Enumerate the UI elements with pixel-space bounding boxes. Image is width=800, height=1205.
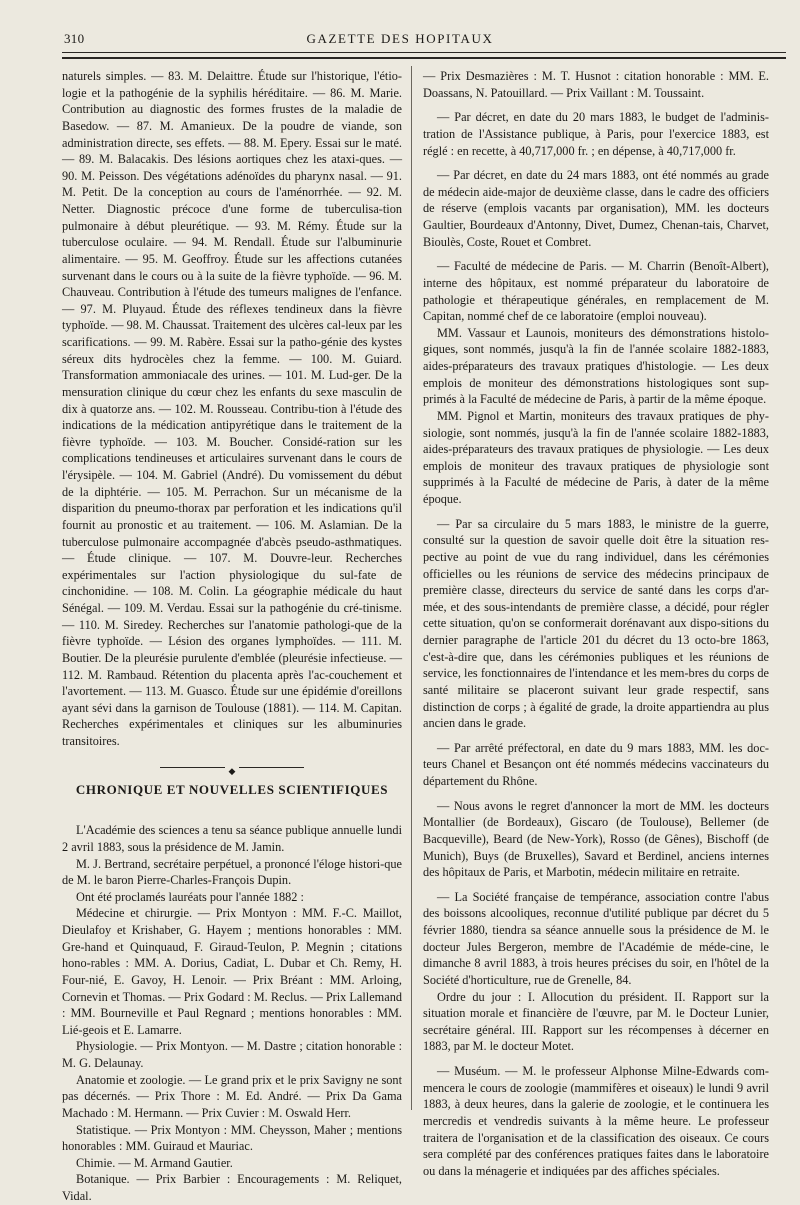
- header-rule-thick: [62, 57, 786, 59]
- news-paragraph: — Prix Desmazières : M. T. Husnot : citation honorable : MM. E. Doassans, N. Patouillard. — Prix Vaillant : M. Toussaint.: [423, 69, 769, 100]
- news-paragraph: MM. Pignol et Martin, moniteurs des travaux pratiques de phy-siologie, sont nommés, jusqu'à la fin de l'année scolaire 1882-1883, aides-préparateurs des travaux pratiques de physiologie. — Les deux emplois de moniteur des travaux pratiques de physiologie sont supprimés à la Faculté de médecine de Paris, à dater de la même époque.: [423, 408, 769, 506]
- chronicle-paragraph: M. J. Bertrand, secrétaire perpétuel, a prononcé l'éloge histori-que de M. le baron Pierre-Charles-François Dupin.: [62, 856, 402, 888]
- news-paragraph: — Faculté de médecine de Paris. — M. Charrin (Benoît-Albert), interne des hôpitaux, est nommé préparateur du laboratoire de pathologie et thérapeutique générales, en remplacement de M. Capitan, nommé chef de ce laboratoire (emploi nouveau).: [423, 259, 769, 324]
- news-paragraph: Ordre du jour : I. Allocution du président. II. Rapport sur la situation morale et financière de l'œuvre, par M. le Docteur Lunier, secrétaire général. III. Rapport sur les récompenses à décerner en 1883, par M. le docteur Motet.: [423, 989, 769, 1054]
- chronicle-paragraph: Chimie. — M. Armand Gautier.: [76, 1155, 233, 1170]
- news-paragraph: — Muséum. — M. le professeur Alphonse Milne-Edwards com-mencera le cours de zoologie (mammifères et oiseaux) le lundi 9 avril 1883, à deux heures, dans la galerie de zoologie, et le continuera les mercredis et vendredis suivants à la même heure. Le professeur traitera de l'organisation et de la classification des oiseaux. Ce cours sera complété par des conférences pratiques faites dans le laboratoire ou dans la ménagerie et indiquées par des affiches spéciales.: [423, 1064, 769, 1178]
- section-ornament: ◆: [62, 762, 402, 774]
- chronicle-paragraph: Statistique. — Prix Montyon : MM. Cheysson, Maher ; mentions honorables : MM. Guiraud et Mauriac.: [62, 1122, 402, 1154]
- right-column: [423, 68, 769, 1179]
- chronicle-paragraph: Médecine et chirurgie. — Prix Montyon : MM. F.-C. Maillot, Dieulafoy et Krishaber, G. Hayem ; mentions honorables : MM. Gre-hand et Quinquaud, F. Giraud-Teulon, P. Megnin ; citations hono-rables : MM. A. Dorius, Cadiat, L. Dubar et Ch. Remy, H. Four-nié, E. Gavoy, H. Lenoir. — Prix Bréant : MM. Arloing, Cornevin et Thomas. — Prix Godard : M. Reclus. — Prix Lallemand : MM. Bourneville et Paul Regnard ; mentions honorables : MM. Lié-geois et E. Lamarre.: [62, 906, 402, 1037]
- column-divider: [411, 66, 412, 1110]
- chronicle-paragraph: Botanique. — Prix Barbier : Encouragements : M. Reliquet, Vidal.: [62, 1172, 402, 1203]
- chronicle-paragraph: Ont été proclamés lauréats pour l'année 1882 :: [76, 889, 304, 904]
- chronicle-paragraph: Anatomie et zoologie. — Le grand prix et le prix Savigny ne sont pas décernés. — Prix Thore : M. Ed. André. — Prix Da Gama Machado : M. Hermann. — Prix Cuvier : M. Oswald Herr.: [62, 1072, 402, 1120]
- news-paragraph: — Par décret, en date du 24 mars 1883, ont été nommés au grade de médecin aide-major de deuxième classe, dans le cadre des officiers de réserve (emplois vacants par organisation), MM. les docteurs Gaultier, Bourdeaux d'Antonny, Divet, Dumez, Chenan-tais, Charvet, Bioulès, Coste, Rouet et Combret.: [423, 168, 769, 249]
- news-paragraph: — Par sa circulaire du 5 mars 1883, le ministre de la guerre, consulté sur la question de savoir quelle doit être la situation res-pective au point de vue du rang individuel, dans les cérémonies officielles ou les réunions de service des médecins principaux de première classe, directeurs du service de santé dans les corps d'ar-mée, et des sous-intendants de première classe, a décidé, pour régler cette situation, qu'on se conformerait dorénavant aux dispo-sitions du dernier paragraphe de l'article 201 du décret du 13 octo-bre 1863, c'est-à-dire que, dans les cérémonies publiques et les réunions de service, les fonctionnaires de l'intendance et les mem-bres du corps de santé militaire se placeront suivant leur grade respectif, sans distinction de corps ; à égalité de grade, la droite appartiendra au plus ancien dans le grade.: [423, 516, 769, 731]
- news-paragraph: — Nous avons le regret d'annoncer la mort de MM. les docteurs Montallier (de Bordeaux), Giscaro (de Toulouse), Bellemer (de Bacqueville), Beard (de New-York), Rosso (de Gênes), Bischoff (de Munich), Buys (de Bruxelles), Savard et Berdinel, anciens internes des hôpitaux de Paris, et Marbotin, médecin militaire en retraite.: [423, 798, 769, 880]
- news-paragraph: — La Société française de tempérance, association contre l'abus des boissons alcooliques, reconnue d'utilité publique par décret du 5 février 1880, tiendra sa séance annuelle sous la présidence de M. le docteur Jules Bergeron, membre de l'Académie de méde-cine, le dimanche 8 avril 1883, à trois heures précises du soir, en l'hôtel de la Société d'horticulture, rue de Grenelle, 84.: [423, 889, 769, 987]
- news-paragraph: — Par arrêté préfectoral, en date du 9 mars 1883, MM. les doc-teurs Chanel et Besançon ont été nommés médecins vaccinateurs du département du Rhône.: [423, 740, 769, 788]
- left-column: [62, 68, 402, 1205]
- chronicle-paragraph: L'Académie des sciences a tenu sa séance publique annuelle lundi 2 avril 1883, sous la présidence de M. Jamin.: [62, 823, 402, 854]
- news-paragraph: — Par décret, en date du 20 mars 1883, le budget de l'adminis-tration de l'Assistance publique, à Paris, pour l'exercice 1883, est réglé : en recette, à 40,717,000 fr. ; en dépense, à 40,717,000 fr.: [423, 110, 769, 158]
- thesis-list-paragraph: naturels simples. — 83. M. Delaittre. Étude sur l'historique, l'étio-logie et la pathogénie de la syphilis héréditaire. — 86. M. Marie. Contribution au diagnostic des formes frustes de la maladie de Basedow. — 87. M. Amanieux. De la poudre de viande, son administration directe, ses effets. — 88. M. Epery. Essai sur le maté. — 89. M. Balacakis. Des lésions aortiques chez les ataxi-ques. — 90. M. Peisson. Des végétations adénoïdes du pharynx nasal. — 91. M. Petit. De la conception au cours de l'aménorrhée. — 92. M. Netter. Diagnostic précoce d'une forme de tuberculisa-tion pulmonaire à début pleurétique. — 93. M. Rémy. Étude sur la tuberculose oculaire. — 94. M. Rendall. Étude sur l'albuminurie alimentaire. — 95. M. Geoffroy. Étude sur les affections cutanées survenant dans le cours ou à la suite de la fièvre typhoïde. — 96. M. Chauveau. Contribution à l'étude des tumeurs malignes de l'enfance. — 97. M. Pluyaud. Étude des réflexes tendineux dans la fièvre typhoïde. — 98. M. Chaussat. Traitement des ulcères cal-leux par les scarifications. — 99. M. Rabère. Essai sur la patho-génie des kystes séreux dits hydrocèles chez la femme. — 100. M. Guiard. Transformation ammoniacale des urines. — 101. M. Lud-ger. De la mensuration clinique du cœur chez les enfants du sexe masculin de dix à quatorze ans. — 102. M. Rousseau. Contribu-tion à l'étude des indications de la médication antipyrétique dans le traitement de la fièvre typhoïde. — 103. M. Boucher. Considé-ration sur les complications tendineuses et articulaires survenant dans le cours de l'érysipèle. — 104. M. Gabriel (André). Du vomissement du début de la diphtérie. — 105. M. Perrachon. Sur un mécanisme de la disparition du pneumo-thorax par perforation et les indications qu'il fournit au pronostic et au traitement. — 106. M. Aslamian. De la tuberculose pulmonaire accompagnée d'abcès pseudo-asthmatiques. — Étude clinique. — 107. M. Douvre-leur. Recherches expérimentales sur l'action physiologique du sul-fate de cinchonidine. — 108. M. Colin. La géographie médicale du haut Sénégal. — 109. M. Verdau. Essai sur la pathogénie du cré-tinisme. — 110. M. Siredey. Recherches sur l'anatomie pathologi-que de la fièvre typhoïde. — Lésion des organes lymphoïdes. — 111. M. Boutier. De la pleurésie purulente d'emblée (pleurésie infectieuse. — 112. M. Rambaud. Rétention du placenta après l'ac-couchement et l'avortement. — 113. M. Guasco. Étude sur une épidémie d'oreillons ayant sévi dans la garnison de Toulouse (1881). — 114. M. Capitan. Recherches expérimentales et cliniques sur les albuminuries transitoires.: [62, 69, 402, 748]
- chronicle-paragraph: Physiologie. — Prix Montyon. — M. Dastre ; citation honorable : M. G. Delaunay.: [62, 1039, 402, 1070]
- page-number: 310: [64, 31, 85, 46]
- running-title: GAZETTE DES HOPITAUX: [306, 31, 494, 46]
- header-rule: [62, 52, 786, 53]
- news-paragraph: MM. Vassaur et Launois, moniteurs des démonstrations histolo-giques, sont nommés, jusqu'à la fin de l'année scolaire 1882-1883, aides-préparateurs des travaux pratiques d'histologie. — Les deux emplois de moniteur des démonstrations histologiques sont sup-primés à la Faculté de médecine de Paris, à partir de la même époque.: [423, 325, 769, 407]
- section-title: CHRONIQUE ET NOUVELLES SCIENTIFIQUES: [75, 781, 389, 797]
